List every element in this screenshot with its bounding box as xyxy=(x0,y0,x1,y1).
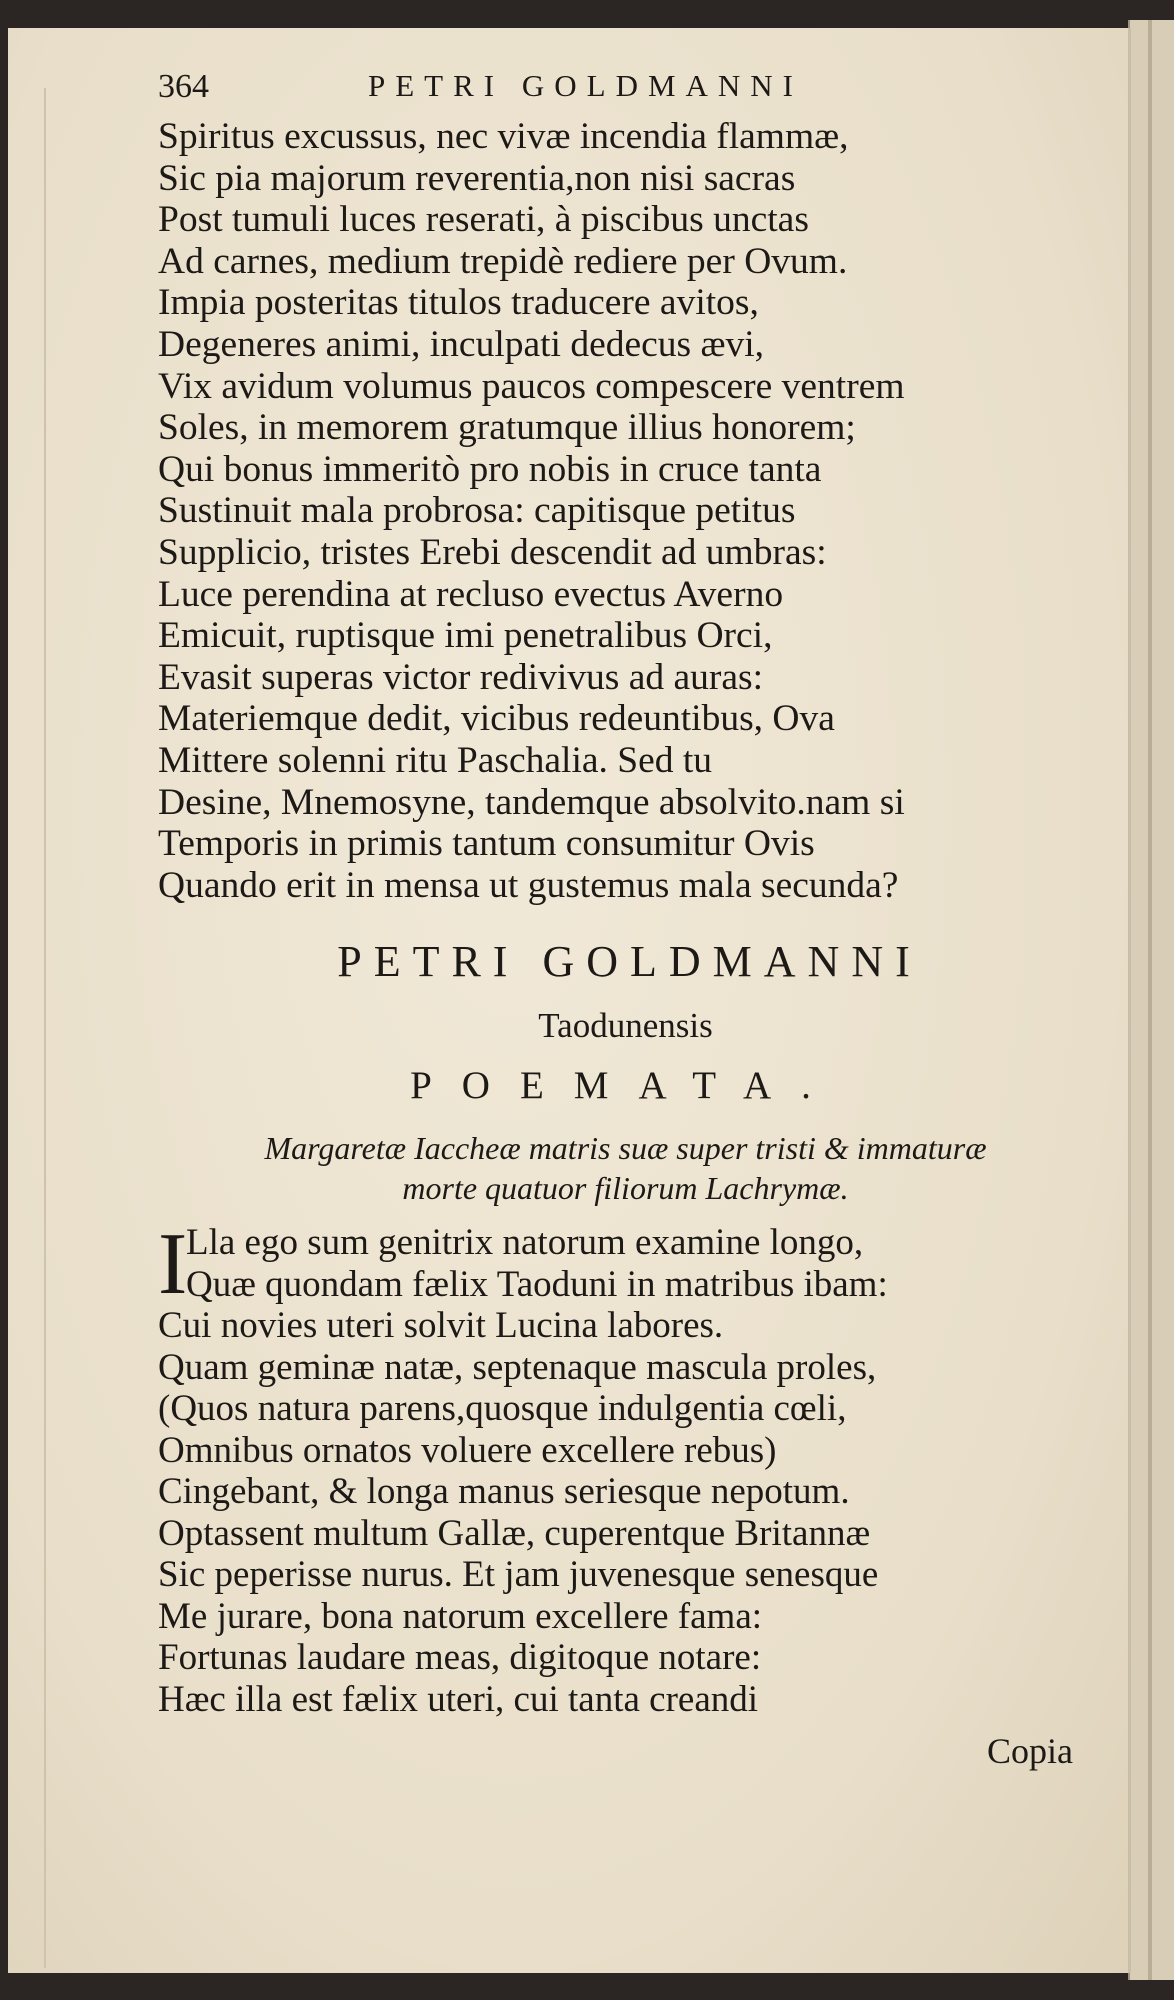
verse-line: Vix avidum volumus paucos compescere ventrem xyxy=(158,365,905,407)
poem-line: Cingebant, & longa manus seriesque nepotum. xyxy=(158,1471,850,1513)
poem-block xyxy=(158,1216,1093,1720)
author-origin: Taodunensis xyxy=(538,1006,713,1046)
poem-line: Optassent multum Gallæ, cuperentque Britannæ xyxy=(158,1512,871,1554)
poem-line: Quam geminæ natæ, septenaque mascula proles, xyxy=(158,1346,877,1388)
poem-second-line: Quæ quondam fælix Taoduni in matribus ibam: xyxy=(186,1263,888,1305)
running-header xyxy=(158,68,1093,116)
verse-line: Luce perendina at recluso evectus Averno xyxy=(158,573,784,615)
verse-line: Soles, in memorem gratumque illius honorem; xyxy=(158,407,856,449)
poem-line: Sic peperisse nurus. Et jam juvenesque senesque xyxy=(158,1554,879,1596)
verse-line: Quando erit in mensa ut gustemus mala secunda? xyxy=(158,864,899,906)
author-heading: PETRI GOLDMANNI xyxy=(337,937,922,987)
poem-caption xyxy=(158,1128,1093,1208)
verse-line: Emicuit, ruptisque imi penetralibus Orci, xyxy=(158,615,773,657)
verse-line: Spiritus excussus, nec vivæ incendia flammæ, xyxy=(158,116,849,157)
verse-line: Temporis in primis tantum consumitur Ovis xyxy=(158,823,815,865)
drop-cap: I xyxy=(158,1216,188,1314)
page-margin-shadow xyxy=(44,88,46,1968)
poem-caption-line: morte quatuor filiorum Lachrymæ. xyxy=(402,1170,849,1207)
poem-line: Cui novies uteri solvit Lucina labores. xyxy=(158,1305,724,1347)
verse-line: Degeneres animi, inculpati dedecus ævi, xyxy=(158,323,765,365)
running-title: PETRI GOLDMANNI xyxy=(368,68,804,103)
verse-line: Impia posteritas titulos traducere avitos, xyxy=(158,282,759,324)
poem-line: Me jurare, bona natorum excellere fama: xyxy=(158,1595,763,1637)
verse-line: Mittere solenni ritu Paschalia. Sed tu xyxy=(158,739,713,781)
verse-line: Sic pia majorum reverentia,non nisi sacras xyxy=(158,157,796,199)
poem-line: Fortunas laudare meas, digitoque notare: xyxy=(158,1637,762,1679)
page-text xyxy=(158,68,1093,1772)
poem-line: Hæc illa est fælix uteri, cui tanta creandi xyxy=(158,1678,759,1720)
verse-line: Post tumuli luces reserati, à piscibus unctas xyxy=(158,199,809,241)
page-number: 364 xyxy=(158,68,209,105)
verse-line: Evasit superas victor redivivus ad auras: xyxy=(158,656,764,698)
verse-block xyxy=(158,116,1093,906)
poem-line: (Quos natura parens,quosque indulgentia cœli, xyxy=(158,1388,847,1430)
verse-line: Sustinuit mala probrosa: capitisque petitus xyxy=(158,490,796,532)
facing-page-edge xyxy=(1128,20,1174,1980)
section-heading: POEMATA. xyxy=(410,1064,841,1108)
poem-line: Omnibus ornatos voluere excellere rebus) xyxy=(158,1429,777,1471)
verse-line: Qui bonus immeritò pro nobis in cruce tanta xyxy=(158,448,822,490)
verse-line: Ad carnes, medium trepidè rediere per Ovum. xyxy=(158,240,848,282)
verse-line: Desine, Mnemosyne, tandemque absolvito.nam si xyxy=(158,781,905,823)
verse-line: Supplicio, tristes Erebi descendit ad umbras: xyxy=(158,531,827,573)
poem-caption-line: Margaretæ Iaccheæ matris suæ super tristi & immaturæ xyxy=(264,1130,987,1167)
poem-first-line-text: Lla ego sum genitrix natorum examine longo, xyxy=(186,1222,864,1264)
catchword: Copia xyxy=(987,1731,1073,1772)
verse-line: Materiemque dedit, vicibus redeuntibus, Ova xyxy=(158,698,835,740)
